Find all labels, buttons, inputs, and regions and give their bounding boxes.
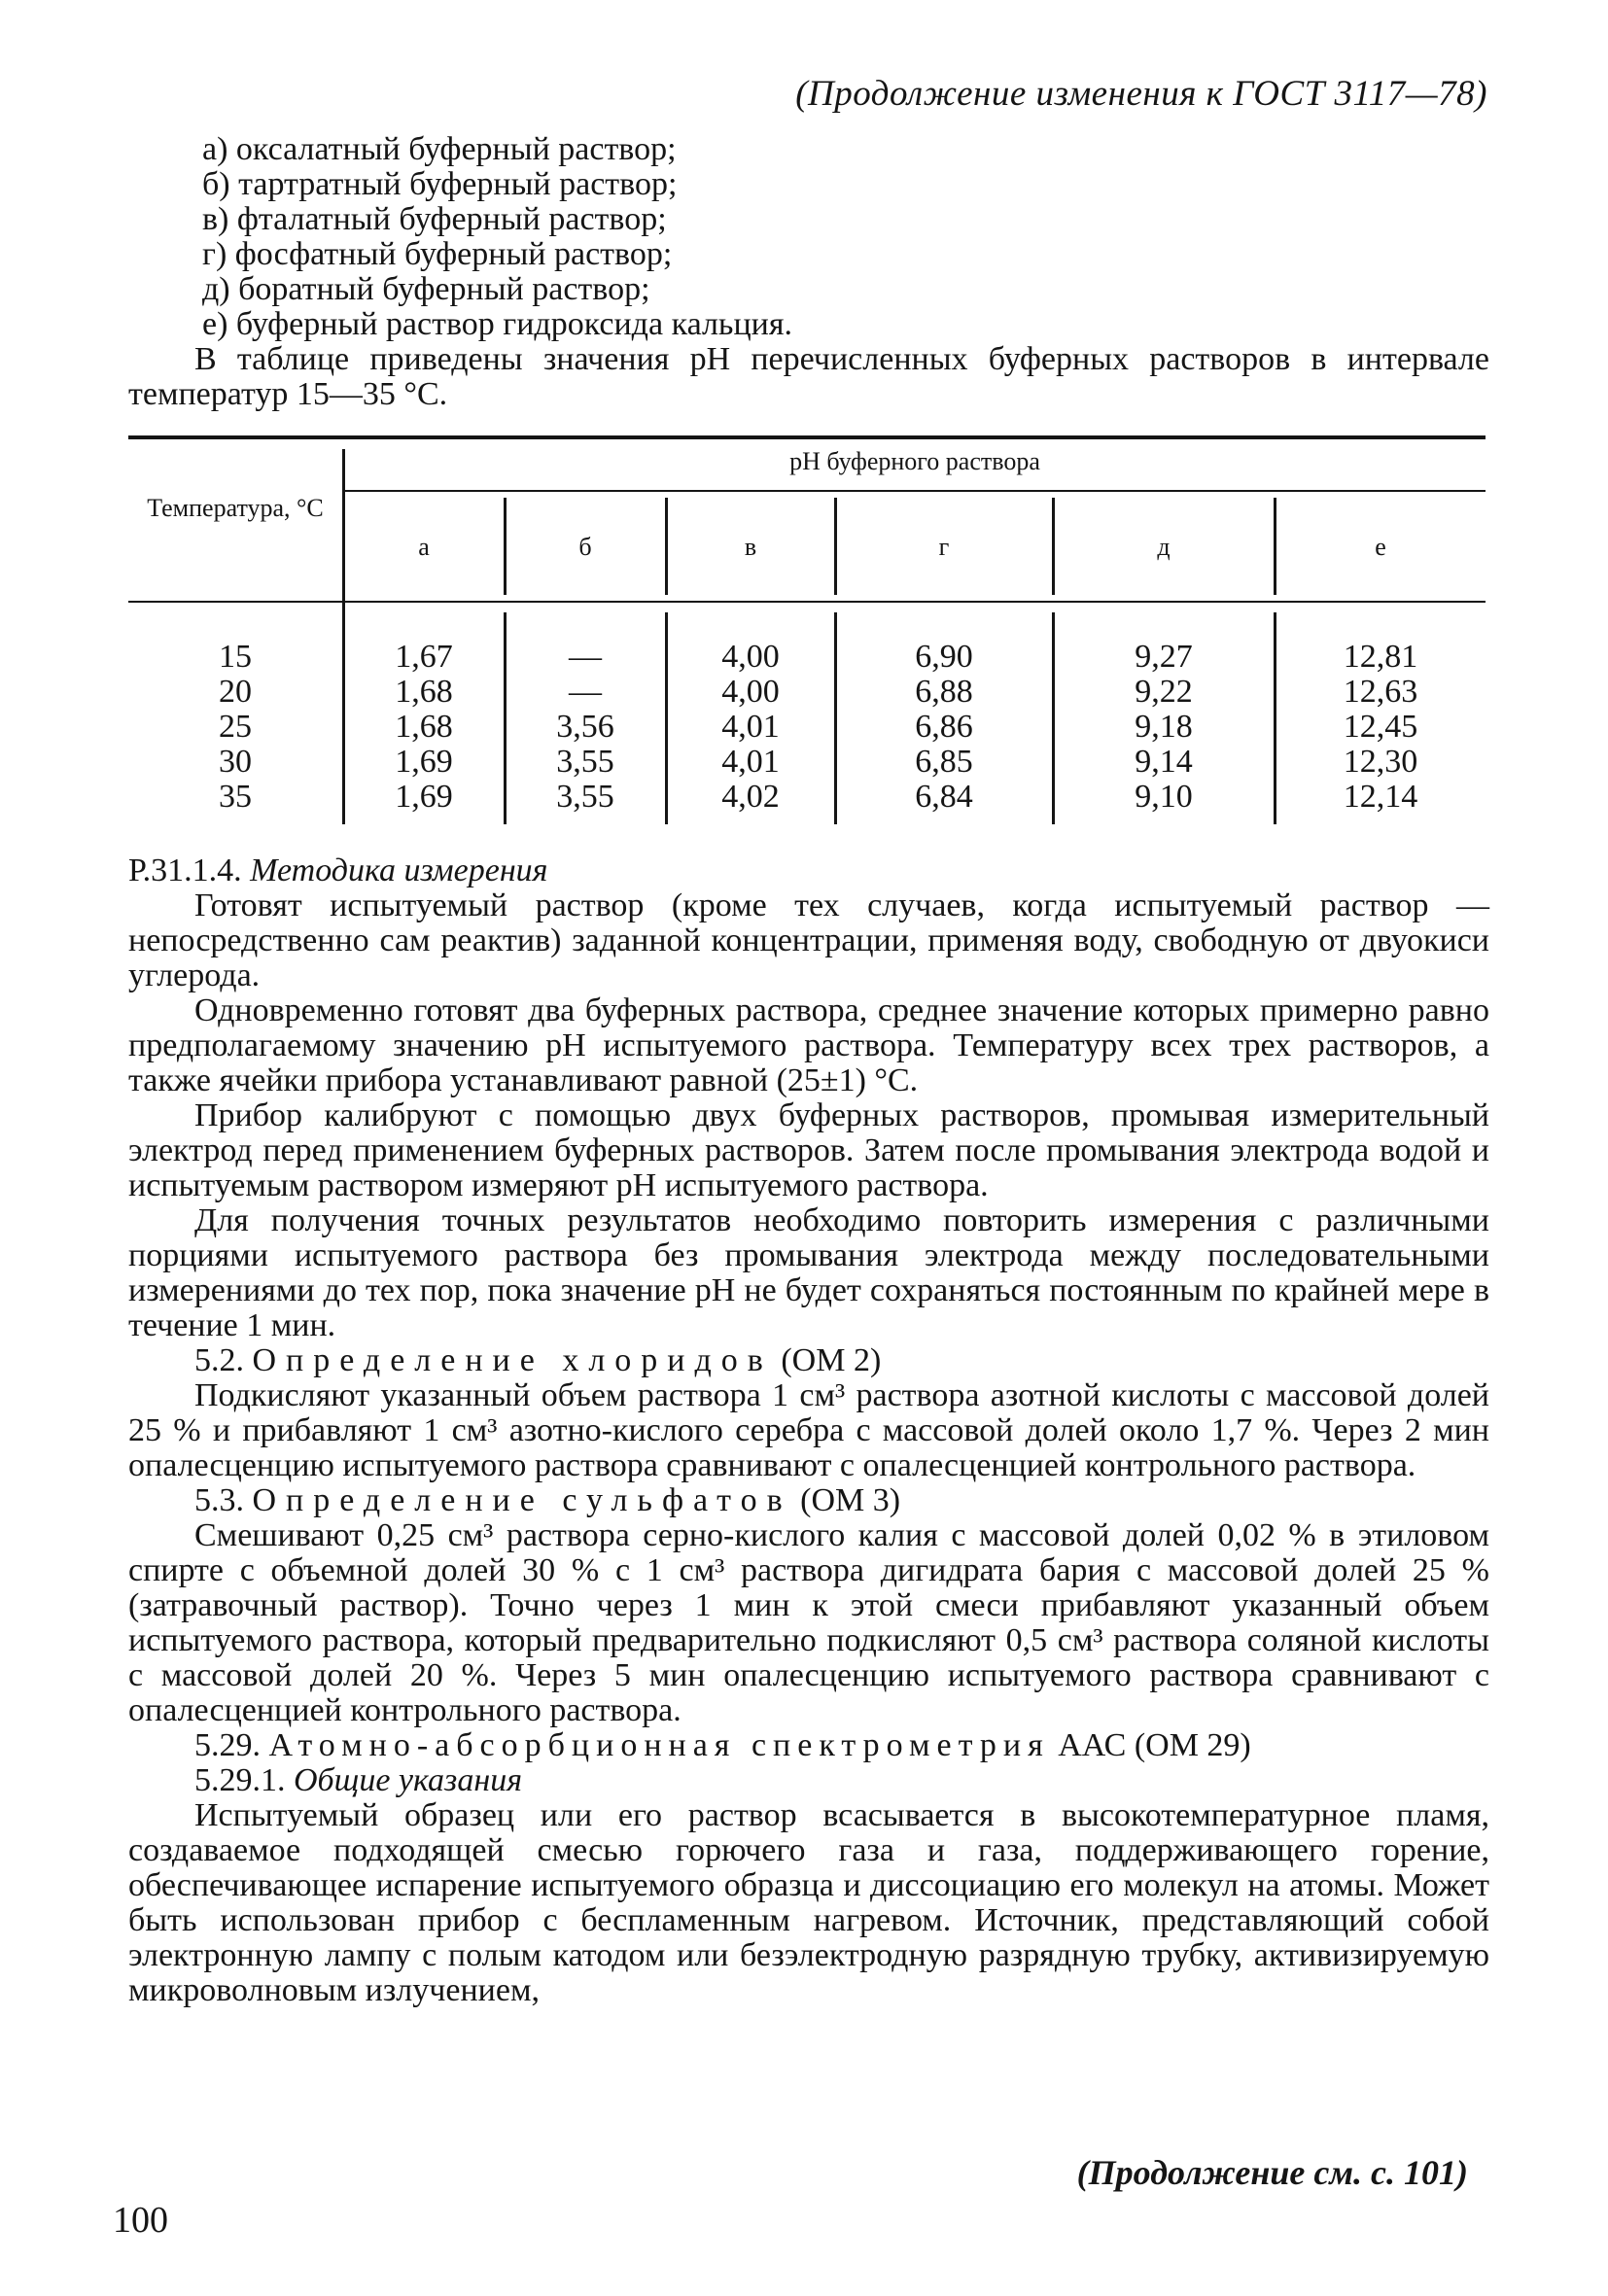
list-item: а) оксалатный буферный раствор; <box>202 131 677 167</box>
ph-value-cell: 6,88 <box>915 674 973 710</box>
temperature-cell: 20 <box>219 674 252 710</box>
ph-value-cell: 9,22 <box>1135 674 1193 710</box>
intro-paragraph: В таблице приведены значения pH перечисленных буферных растворов в интервале температур 15—35 °C. <box>128 341 1489 412</box>
section-code: ААС (ОМ 29) <box>1058 1727 1251 1763</box>
table-top-rule <box>128 435 1486 439</box>
ph-value-cell: 3,56 <box>556 709 614 745</box>
continuation-note: (Продолжение см. с. 101) <box>1076 2153 1468 2192</box>
column-label-e: е <box>1375 533 1386 561</box>
intro-paragraph-block <box>128 342 1489 412</box>
table-subheader-rule <box>344 490 1486 492</box>
page-number: 100 <box>113 2200 168 2241</box>
section-number: 5.29. <box>194 1727 261 1763</box>
temperature-cell: 30 <box>219 744 252 780</box>
temperature-cell: 35 <box>219 779 252 815</box>
paragraph: Прибор калибруют с помощью двух буферных растворов, промывая измерительный электрод перед применением буферных растворов. Затем после промывания электрода водой и испытуемым раствором измеряют pH испытуемого раствора. <box>128 1097 1489 1203</box>
section-title: Определение хлоридов <box>252 1342 773 1378</box>
column-label-a: а <box>418 533 430 561</box>
section-31-1-4-heading <box>128 853 1489 888</box>
paragraph: Одновременно готовят два буферных раствора, среднее значение которых примерно равно предполагаемому значению pH испытуемого раствора. Температуру всех трех растворов, а также ячейки прибора устанавливают равной (25±1) °С. <box>128 992 1489 1098</box>
section-5-29-1-heading <box>128 1763 1489 1798</box>
ph-value-cell: 12,30 <box>1343 744 1418 780</box>
main-text <box>128 853 1489 2008</box>
section-5-2-heading <box>128 1343 1489 1378</box>
ph-value-cell: 6,85 <box>915 744 973 780</box>
ph-value-cell: 4,01 <box>721 744 780 780</box>
ph-value-cell: 1,67 <box>395 639 453 675</box>
ph-value-cell: 3,55 <box>556 779 614 815</box>
temperature-cell: 15 <box>219 639 252 675</box>
section-title: Общие указания <box>294 1762 522 1798</box>
ph-value-cell: 12,63 <box>1343 674 1418 710</box>
ph-value-cell: 9,10 <box>1135 779 1193 815</box>
paragraph: Смешивают 0,25 см³ раствора серно-кислого калия с массовой долей 0,02 % в этиловом спирте с объемной долей 30 % с 1 см³ раствора дигидрата бария с массовой долей 25 % (затравочный раствор). Точно через 1 мин к этой смеси прибавляют указанный объем испытуемого раствора, который предварительно подкисляют 0,5 см³ раствора соляной кислоты с массовой долей 20 %. Через 5 мин опалесценцию испытуемого раствора сравнивают с опалесценцией контрольного раствора. <box>128 1517 1489 1728</box>
ph-value-cell: 1,68 <box>395 674 453 710</box>
ph-value-cell: 4,00 <box>721 674 780 710</box>
paragraph: Испытуемый образец или его раствор всасывается в высокотемпературное пламя, создаваемое подходящей смесью горючего газа и газа, поддерживающего горение, обеспечивающее испарение испытуемого образца и диссоциацию его молекул на атомы. Может быть использован прибор с беспламенным нагревом. Источник, представляющий собой электронную лампу с полым катодом или безэлектродную разрядную трубку, активизируемую микроволновым излучением, <box>128 1797 1489 2008</box>
list-item: г) фосфатный буферный раствор; <box>202 236 673 272</box>
column-label-v: в <box>744 533 757 561</box>
column-label-g: г <box>938 533 950 561</box>
section-number: 5.2. <box>194 1342 244 1378</box>
section-code: (ОМ 3) <box>800 1482 901 1518</box>
ph-value-cell: 6,84 <box>915 779 973 815</box>
section-number: Р.31.1.4. <box>128 852 242 888</box>
ph-value-cell: 1,69 <box>395 744 453 780</box>
ph-value-cell: 4,01 <box>721 709 780 745</box>
section-title: Методика измерения <box>250 852 548 888</box>
section-5-3-heading <box>128 1483 1489 1518</box>
ph-value-cell: 9,18 <box>1135 709 1193 745</box>
ph-value-cell: 1,68 <box>395 709 453 745</box>
ph-value-cell: 3,55 <box>556 744 614 780</box>
section-title: Атомно-абсорбционная спектрометрия <box>268 1727 1050 1763</box>
list-item: д) боратный буферный раствор; <box>202 271 650 307</box>
ph-value-cell: 6,90 <box>915 639 973 675</box>
ph-value-cell: 12,81 <box>1343 639 1418 675</box>
buffer-list <box>128 132 1489 342</box>
list-item: б) тартратный буферный раствор; <box>202 166 678 202</box>
temperature-column-header: Температура, °С <box>147 494 324 522</box>
section-number: 5.3. <box>194 1482 244 1518</box>
ph-value-cell: 9,27 <box>1135 639 1193 675</box>
section-code: (ОМ 2) <box>781 1342 882 1378</box>
ph-value-cell: — <box>569 674 602 710</box>
paragraph: Готовят испытуемый раствор (кроме тех случаев, когда испытуемый раствор — непосредственно сам реактив) заданной концентрации, применяя воду, свободную от двуокиси углерода. <box>128 887 1489 993</box>
section-title: Определение сульфатов <box>252 1482 792 1518</box>
page-header: (Продолжение изменения к ГОСТ 3117—78) <box>795 74 1487 114</box>
ph-group-header: pH буферного раствора <box>789 447 1040 475</box>
ph-value-cell: 1,69 <box>395 779 453 815</box>
list-item: е) буферный раствор гидроксида кальция. <box>202 306 792 342</box>
ph-value-cell: 4,00 <box>721 639 780 675</box>
paragraph: Для получения точных результатов необходимо повторить измерения с различными порциями испытуемого раствора без промывания электрода между последовательными измерениями до тех пор, пока значение pH не будет сохраняться постоянным по крайней мере в течение 1 мин. <box>128 1202 1489 1343</box>
column-label-b: б <box>578 533 592 561</box>
ph-table <box>128 435 1486 824</box>
ph-value-cell: 4,02 <box>721 779 780 815</box>
ph-value-cell: 12,14 <box>1343 779 1418 815</box>
list-item: в) фталатный буферный раствор; <box>202 201 667 237</box>
column-label-d: д <box>1157 533 1171 561</box>
section-5-29-heading <box>128 1728 1489 1763</box>
ph-value-cell: 12,45 <box>1343 709 1418 745</box>
section-number: 5.29.1. <box>194 1762 286 1798</box>
ph-value-cell: 6,86 <box>915 709 973 745</box>
ph-value-cell: — <box>569 639 602 675</box>
paragraph: Подкисляют указанный объем раствора 1 см³ раствора азотной кислоты с массовой долей 25 % и прибавляют 1 см³ азотно-кислого серебра с массовой долей около 1,7 %. Через 2 мин опалесценцию испытуемого раствора сравнивают с опалесценцией контрольного раствора. <box>128 1377 1489 1483</box>
ph-value-cell: 9,14 <box>1135 744 1193 780</box>
temperature-cell: 25 <box>219 709 252 745</box>
table-header-bottom-rule <box>128 601 1486 603</box>
